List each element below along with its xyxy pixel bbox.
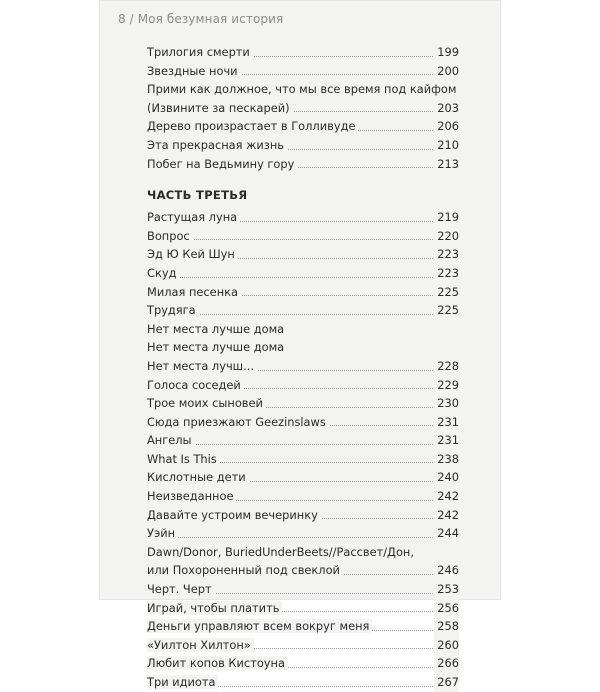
toc-entry-page: 225	[434, 301, 459, 320]
toc-entry	[147, 413, 459, 432]
toc-entry-title: Дерево произрастает в Голливуде	[147, 119, 358, 133]
toc-entry-title: (Извините за пескарей)	[147, 101, 293, 115]
toc-entry	[147, 245, 459, 264]
toc-entry-page: 266	[434, 654, 459, 673]
toc-entry-title: Трудяга	[147, 303, 199, 317]
toc-entry-page: 260	[434, 636, 459, 655]
toc-entry-title: Нет места лучше дома	[147, 322, 287, 336]
toc-entry-page: 228	[434, 357, 459, 376]
toc-list-bottom	[147, 208, 459, 691]
toc-entry-page: 231	[434, 413, 459, 432]
toc-entry	[147, 580, 459, 599]
toc-entry-title: Вопрос	[147, 229, 193, 243]
dot-leader	[147, 537, 433, 538]
toc-entry	[147, 599, 459, 618]
toc-entry-title: Эта прекрасная жизнь	[147, 138, 287, 152]
toc-entry-title: Нет места лучш...	[147, 359, 257, 373]
toc-entry	[147, 673, 459, 692]
toc-entry-title: Кислотные дети	[147, 470, 249, 484]
toc-entry-title: Черт. Черт	[147, 582, 215, 596]
toc-entry	[147, 227, 459, 246]
toc-entry-page: 220	[434, 227, 459, 246]
toc-entry-page: 199	[434, 43, 459, 62]
toc-entry-title: Любит копов Кистоуна	[147, 656, 288, 670]
toc-entry	[147, 208, 459, 227]
toc-entry-title: Сюда приезжают Geezinslaws	[147, 415, 329, 429]
toc-entry-title: «Уилтон Хилтон»	[147, 638, 254, 652]
toc-entry-title: Трое моих сыновей	[147, 396, 266, 410]
toc-entry	[147, 506, 459, 525]
toc-entry-title: Милая песенка	[147, 285, 241, 299]
toc-entry-page: 246	[434, 561, 459, 580]
toc-entry-title: Растущая луна	[147, 210, 240, 224]
toc-entry-page: 231	[434, 431, 459, 450]
toc-entry-page: 230	[434, 394, 459, 413]
toc-entry	[147, 80, 459, 99]
toc-entry	[147, 376, 459, 395]
toc-entry	[147, 450, 459, 469]
toc-entry	[147, 524, 459, 543]
toc-entry-title: Деньги управляют всем вокруг меня	[147, 619, 372, 633]
toc-entry	[147, 301, 459, 320]
toc-entry-title: Три идиота	[147, 675, 218, 689]
toc-entry-title: Побег на Ведьмину гору	[147, 157, 297, 171]
toc-entry-title: Нет места лучше дома	[147, 340, 287, 354]
toc-entry-title: Играй, чтобы платить	[147, 601, 282, 615]
toc-entry-title: Прими как должное, что мы все время под кайфом	[147, 82, 460, 96]
toc-entry	[147, 62, 459, 81]
toc-entry-page: 206	[434, 117, 459, 136]
toc-entry-title: Эд Ю Кей Шун	[147, 247, 238, 261]
toc-entry	[147, 264, 459, 283]
toc-entry-title: Давайте устроим вечеринку	[147, 508, 321, 522]
toc-entry	[147, 468, 459, 487]
toc-entry-page: 223	[434, 245, 459, 264]
toc-entry-title: Звездные ночи	[147, 64, 241, 78]
toc-entry-page: 238	[434, 450, 459, 469]
toc-entry-title: или Похороненный под свеклой	[147, 563, 343, 577]
dot-leader	[147, 277, 433, 278]
toc-entry-title: Скуд	[147, 266, 179, 280]
toc-entry-page: 229	[434, 376, 459, 395]
toc-entry-page: 219	[434, 208, 459, 227]
toc-entry-page: 210	[434, 136, 459, 155]
toc-entry-page: 244	[434, 524, 459, 543]
toc-entry-title: Ангелы	[147, 433, 195, 447]
toc-entry	[147, 43, 459, 62]
toc-entry	[147, 136, 459, 155]
toc-entry-title: What Is This	[147, 452, 220, 466]
toc-entry	[147, 320, 459, 339]
toc-entry-page: 240	[434, 468, 459, 487]
toc-entry	[147, 117, 459, 136]
toc-entry-title: Уэйн	[147, 526, 178, 540]
toc-entry-title: Голоса соседей	[147, 378, 244, 392]
toc-entry	[147, 338, 459, 357]
toc-entry	[147, 99, 459, 118]
toc-entry	[147, 654, 459, 673]
toc-entry-page: 225	[434, 283, 459, 302]
toc-entry-page: 253	[434, 580, 459, 599]
toc-entry	[147, 636, 459, 655]
toc-entry-title: Трилогия смерти	[147, 45, 253, 59]
section-heading: ЧАСТЬ ТРЕТЬЯ	[147, 188, 248, 203]
toc-entry	[147, 394, 459, 413]
toc-entry-page: 267	[434, 673, 459, 692]
toc-entry-page: 258	[434, 617, 459, 636]
toc-entry	[147, 543, 459, 562]
toc-entry-page: 203	[434, 99, 459, 118]
toc-entry-page: 223	[434, 264, 459, 283]
toc-entry	[147, 357, 459, 376]
toc-entry-page: 242	[434, 506, 459, 525]
toc-entry	[147, 487, 459, 506]
toc-entry-page: 213	[434, 155, 459, 174]
table-of-contents	[147, 43, 459, 692]
toc-entry	[147, 617, 459, 636]
toc-entry	[147, 155, 459, 174]
running-header: 8 / Моя безумная история	[118, 12, 284, 26]
toc-entry	[147, 431, 459, 450]
toc-entry-page: 200	[434, 62, 459, 81]
toc-entry-page: 256	[434, 599, 459, 618]
toc-entry-title: Неизведанное	[147, 489, 236, 503]
toc-entry-title: Dawn/Donor, BuriedUnderBeets//Рассвет/Дон,	[147, 545, 417, 559]
toc-entry	[147, 283, 459, 302]
toc-list-top	[147, 43, 459, 173]
toc-entry	[147, 561, 459, 580]
toc-entry-page: 242	[434, 487, 459, 506]
